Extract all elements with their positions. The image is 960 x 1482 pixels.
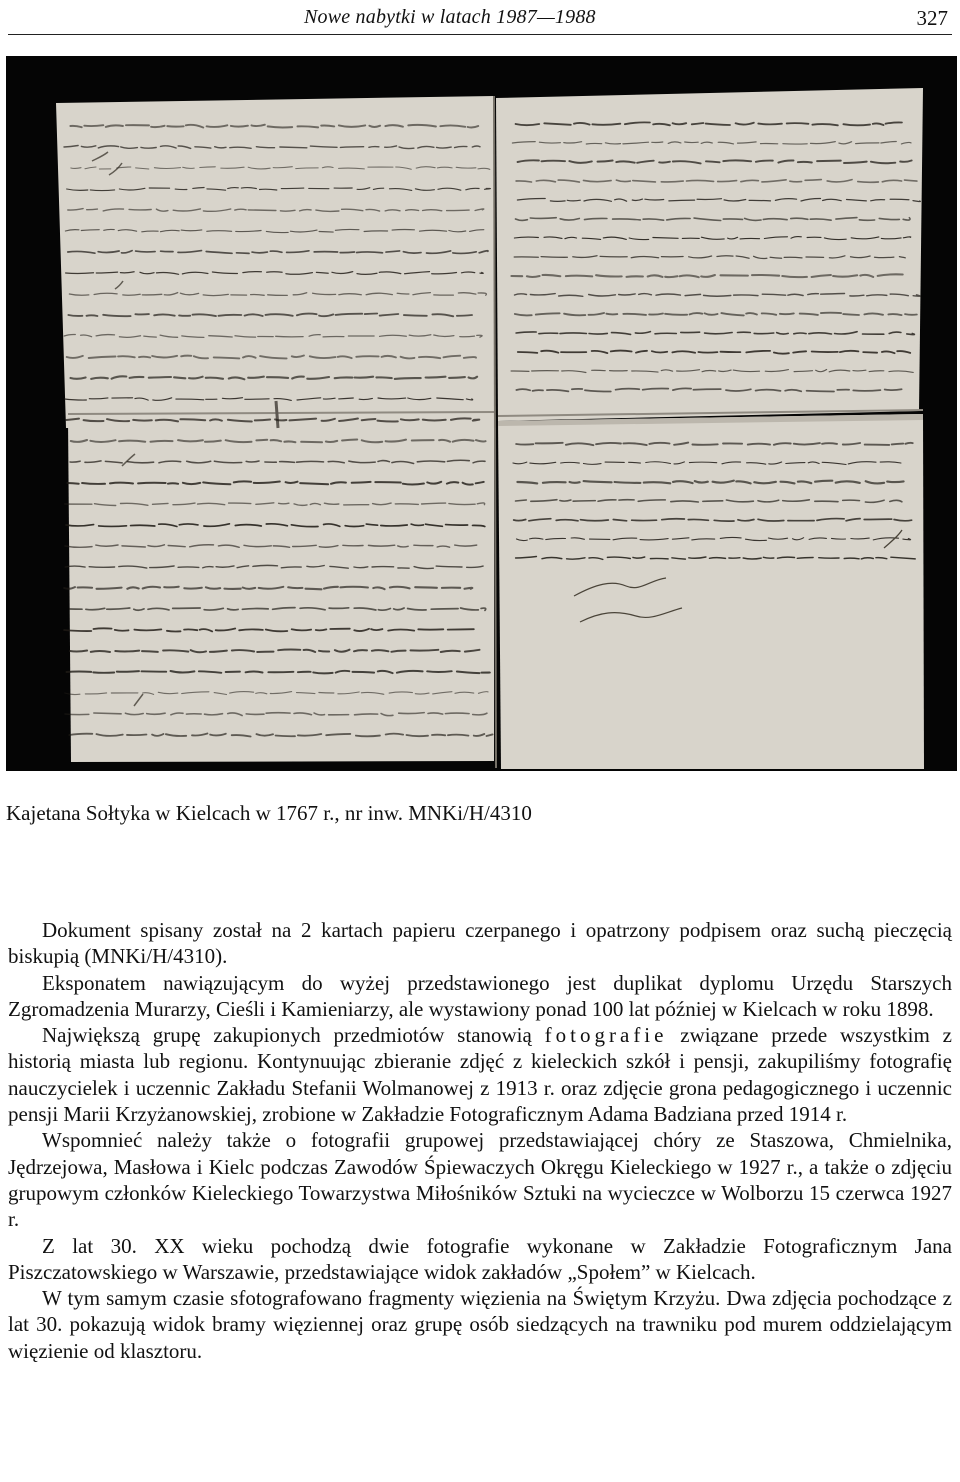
paragraph-4: Wspomnieć należy także o fotografii grupowej przedstawiającej chóry ze Staszowa, Chmielnika, Jędrzejowa, Masłowa i Kielc podczas Zawodów Śpiewaczych Okręgu Kieleckiego w 1927 r., a także o zdjęciu grupowym członków Kieleckiego Towarzystwa Miłośników Sztuki na wycieczce w Wolborzu 15 czerwca 1927 r. bbox=[8, 1128, 952, 1232]
document-photograph bbox=[6, 56, 957, 771]
paragraph-5: Z lat 30. XX wieku pochodzą dwie fotografie wykonane w Zakładzie Fotograficznym Jana Piszczatowskiego w Warszawie, przedstawiające widok zakładów „Społem” w Kielcach. bbox=[8, 1233, 952, 1284]
left-page bbox=[56, 96, 494, 762]
paragraph-3-start: Największą grupę zakupionych przedmiotów stanowią bbox=[42, 1023, 545, 1048]
paragraph-3 bbox=[8, 1022, 952, 1127]
page-number: 327 bbox=[916, 6, 948, 30]
paragraph-6: W tym samym czasie sfotografowano fragmenty więzienia na Świętym Krzyżu. Dwa zdjęcia pochodzące z lat 30. pokazują widok bramy więziennej oraz grupę osób siedzących na trawniku pod murem oddzielającym więzienie od klasztoru. bbox=[8, 1286, 952, 1363]
right-page bbox=[494, 88, 924, 769]
spaced-emphasis: fotografie bbox=[544, 1023, 668, 1048]
paragraph-1: Dokument spisany został na 2 kartach papieru czerpanego i opatrzony podpisem oraz suchą pieczęcią biskupią (MNKi/H/4310). bbox=[8, 918, 952, 969]
article-body bbox=[8, 917, 952, 1364]
running-header bbox=[8, 4, 952, 35]
figure-caption: Kajetana Sołtyka w Kielcach w 1767 r., nr inw. MNKi/H/4310 bbox=[6, 801, 532, 825]
manuscript-image bbox=[6, 56, 957, 771]
paragraph-3-end: związane przede wszystkim z historią miasta lub regionu. Kontynuując zbieranie zdjęć z kieleckich szkół i pensji, zakupiliśmy fotografię nauczycielek i uczennic Zakładu Stefanii Wolmanowej z 1913 r. oraz zdjęcie grona pedagogicznego i uczennic pensji Marii Krzyżanowskiej, zrobione w Zakładzie Fotograficznym Adama Badziana przed 1914 r. bbox=[8, 1023, 952, 1127]
paragraph-2: Eksponatem nawiązującym do wyżej przedstawionego jest duplikat dyplomu Urzędu Starszych Zgromadzenia Murarzy, Cieśli i Kamieniarzy, ale wystawiony ponad 100 lat później w Kielcach w roku 1898. bbox=[8, 970, 952, 1021]
running-title: Nowe nabytki w latach 1987—1988 bbox=[304, 6, 596, 28]
